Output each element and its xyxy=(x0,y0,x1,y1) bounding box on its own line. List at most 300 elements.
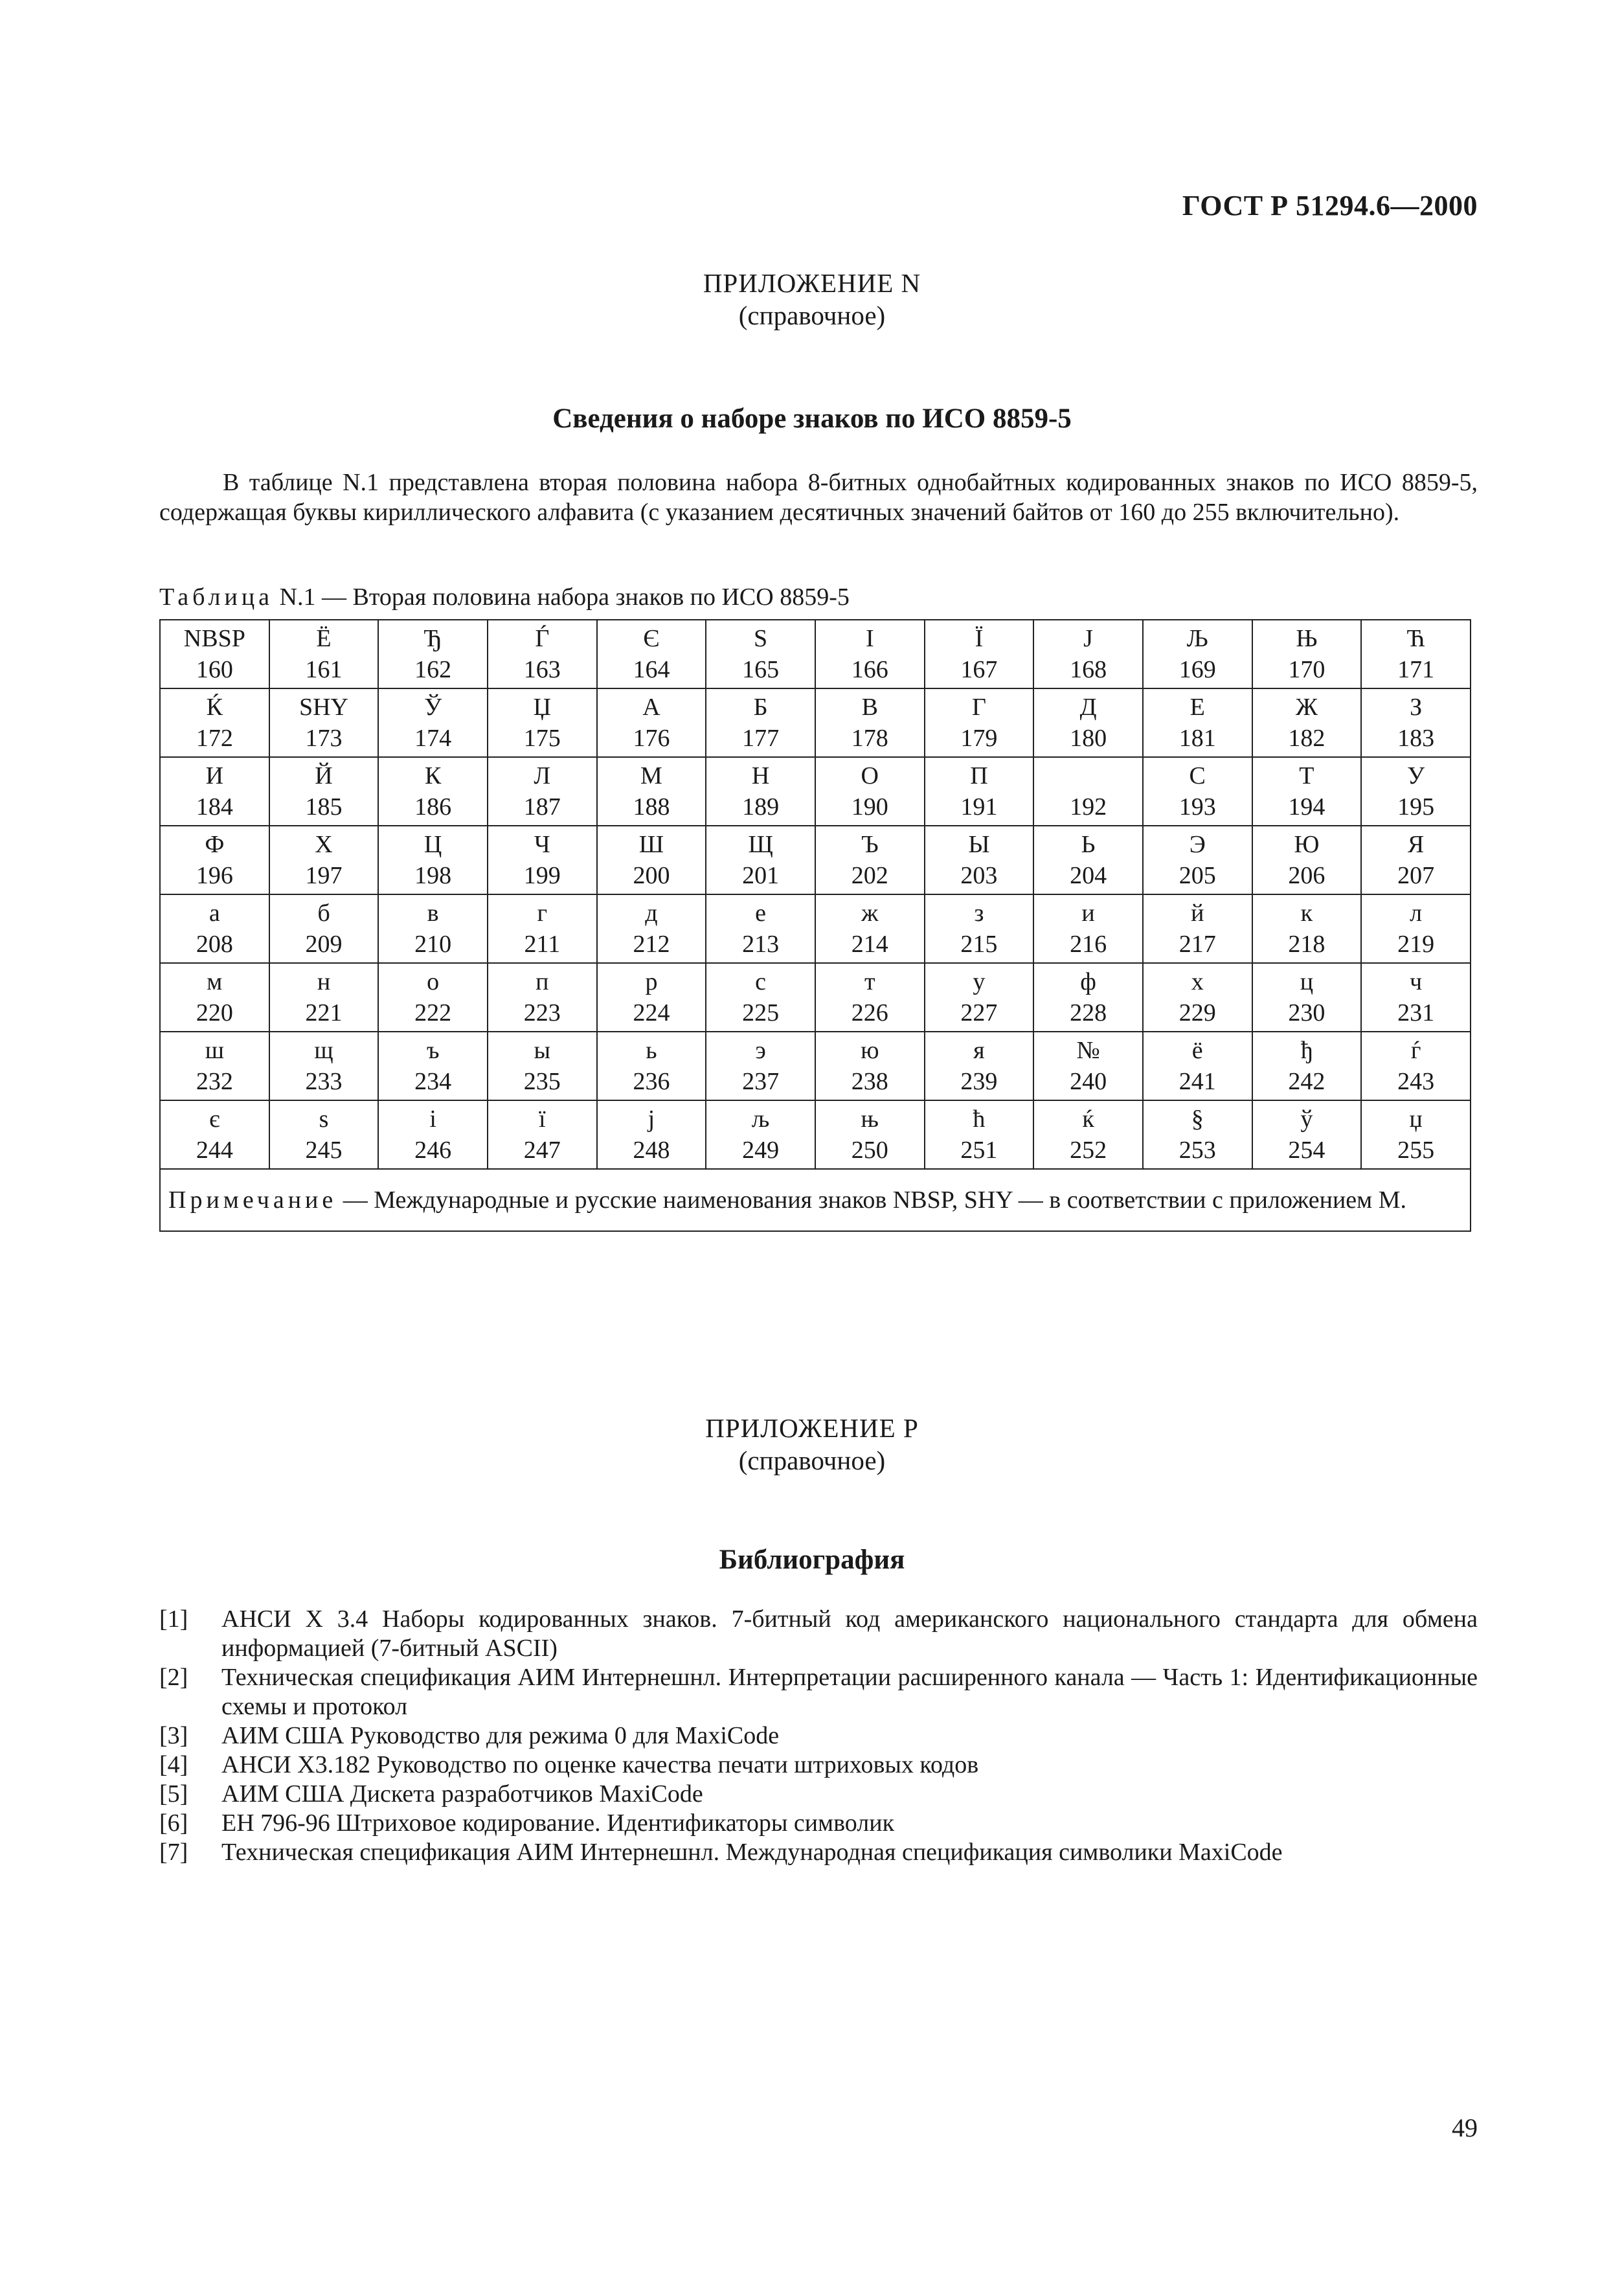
char-code: 197 xyxy=(305,862,343,889)
char-glyph: т xyxy=(864,968,875,995)
table-note-row xyxy=(160,1169,1471,1231)
char-glyph: ѓ xyxy=(1410,1037,1421,1064)
char-code: 209 xyxy=(305,931,343,958)
char-code: 222 xyxy=(414,999,452,1026)
char-cell xyxy=(597,757,706,826)
char-code: 166 xyxy=(851,656,888,683)
char-code: 201 xyxy=(742,862,780,889)
table-caption-word: Таблица xyxy=(159,584,274,611)
table-note-text: — Международные и русские наименования знаков NBSP, SHY — в соответствии с приложением М. xyxy=(337,1186,1407,1214)
char-code: 221 xyxy=(305,999,343,1026)
char-code: 235 xyxy=(523,1068,561,1095)
char-code: 184 xyxy=(196,793,233,821)
char-cell xyxy=(1143,757,1252,826)
char-cell xyxy=(1252,757,1362,826)
char-cell xyxy=(378,1100,488,1169)
char-code: 212 xyxy=(633,931,670,958)
char-glyph: Њ xyxy=(1296,625,1318,652)
char-cell xyxy=(1252,894,1362,963)
char-cell xyxy=(815,688,925,757)
char-glyph: п xyxy=(536,968,549,995)
char-code: 253 xyxy=(1179,1137,1216,1164)
char-cell xyxy=(1252,620,1362,688)
bibliography-text: Техническая спецификация АИМ Интернешнл. Интерпретации расширенного канала — Часть 1: Идентификационные схемы и протокол xyxy=(221,1664,1478,1720)
char-cell xyxy=(925,1100,1034,1169)
char-cell xyxy=(1143,1032,1252,1100)
annex-p-title: ПРИЛОЖЕНИЕ Р xyxy=(705,1413,919,1443)
char-glyph: ц xyxy=(1300,968,1314,995)
bibliography-number: [3] xyxy=(159,1722,188,1749)
char-code: 255 xyxy=(1397,1137,1435,1164)
char-cell xyxy=(488,963,597,1032)
char-cell xyxy=(925,1032,1034,1100)
char-glyph: Ђ xyxy=(423,625,442,652)
char-cell xyxy=(1033,826,1143,894)
char-code: 177 xyxy=(742,725,780,752)
list-item xyxy=(159,1605,1478,1663)
char-code: 195 xyxy=(1397,793,1435,821)
char-code: 162 xyxy=(414,656,452,683)
char-cell xyxy=(378,757,488,826)
char-cell xyxy=(815,963,925,1032)
annex-p-header xyxy=(0,1412,1624,1477)
char-glyph: њ xyxy=(861,1105,879,1133)
bibliography-list xyxy=(159,1605,1478,1867)
char-code: 254 xyxy=(1288,1137,1325,1164)
char-glyph: Я xyxy=(1407,831,1425,858)
char-code: 191 xyxy=(960,793,998,821)
char-glyph: Г xyxy=(971,694,986,721)
char-cell xyxy=(597,826,706,894)
char-cell xyxy=(706,688,815,757)
char-cell xyxy=(488,1032,597,1100)
char-cell xyxy=(1361,826,1471,894)
char-glyph: м xyxy=(207,968,223,995)
char-glyph: в xyxy=(427,900,439,927)
char-cell xyxy=(269,1032,379,1100)
char-code: 208 xyxy=(196,931,233,958)
char-glyph: Л xyxy=(534,762,551,789)
char-cell xyxy=(378,620,488,688)
char-cell xyxy=(1143,620,1252,688)
char-glyph: И xyxy=(205,762,224,789)
char-glyph: К xyxy=(424,762,442,789)
char-code: 206 xyxy=(1288,862,1325,889)
char-code: 179 xyxy=(960,725,998,752)
char-glyph: Т xyxy=(1299,762,1314,789)
char-code: 250 xyxy=(851,1137,888,1164)
char-cell xyxy=(1033,620,1143,688)
annex-n-heading: Сведения о наборе знаков по ИСО 8859-5 xyxy=(552,403,1072,434)
char-code: 175 xyxy=(523,725,561,752)
char-glyph: џ xyxy=(1409,1105,1423,1133)
char-code: 241 xyxy=(1179,1068,1216,1095)
char-code: 165 xyxy=(742,656,780,683)
char-glyph: § xyxy=(1191,1105,1204,1133)
char-code: 160 xyxy=(196,656,233,683)
table-row xyxy=(160,1100,1471,1169)
char-code: 163 xyxy=(523,656,561,683)
char-code: 219 xyxy=(1397,931,1435,958)
char-cell xyxy=(1361,894,1471,963)
char-code: 232 xyxy=(196,1068,233,1095)
char-cell xyxy=(1033,1032,1143,1100)
char-cell xyxy=(1361,1032,1471,1100)
char-glyph: Е xyxy=(1190,694,1205,721)
char-code: 173 xyxy=(305,725,343,752)
char-glyph: З xyxy=(1410,694,1423,721)
char-code: 169 xyxy=(1179,656,1216,683)
char-cell xyxy=(160,757,269,826)
char-glyph: з xyxy=(974,900,984,927)
char-glyph: SHY xyxy=(299,694,348,721)
char-code: 242 xyxy=(1288,1068,1325,1095)
char-code: 199 xyxy=(523,862,561,889)
char-glyph: Ъ xyxy=(861,831,879,858)
char-glyph: і xyxy=(429,1105,436,1133)
char-cell xyxy=(597,1100,706,1169)
char-glyph: Б xyxy=(753,694,768,721)
char-code: 168 xyxy=(1070,656,1107,683)
char-glyph: Х xyxy=(315,831,333,858)
char-code: 176 xyxy=(633,725,670,752)
char-code: 180 xyxy=(1070,725,1107,752)
char-code: 174 xyxy=(414,725,452,752)
char-cell xyxy=(815,757,925,826)
char-code: 185 xyxy=(305,793,343,821)
char-cell xyxy=(269,894,379,963)
char-code: 189 xyxy=(742,793,780,821)
char-glyph: а xyxy=(209,900,220,927)
char-cell xyxy=(706,1032,815,1100)
bibliography-text: АНСИ Х3.182 Руководство по оценке качества печати штриховых кодов xyxy=(221,1751,979,1778)
table-row xyxy=(160,688,1471,757)
char-cell xyxy=(815,1100,925,1169)
char-cell xyxy=(1143,688,1252,757)
char-code: 233 xyxy=(305,1068,343,1095)
char-glyph: я xyxy=(973,1037,985,1064)
char-code: 207 xyxy=(1397,862,1435,889)
char-code: 190 xyxy=(851,793,888,821)
bibliography-number: [4] xyxy=(159,1751,188,1778)
char-glyph: Ї xyxy=(975,625,984,652)
char-glyph: П xyxy=(970,762,988,789)
char-cell xyxy=(160,1100,269,1169)
char-glyph: Ж xyxy=(1295,694,1318,721)
char-glyph: ш xyxy=(205,1037,224,1064)
char-code: 225 xyxy=(742,999,780,1026)
table-note xyxy=(160,1169,1471,1231)
char-glyph: н xyxy=(317,968,331,995)
bibliography-number: [7] xyxy=(159,1839,188,1866)
char-glyph: е xyxy=(755,900,767,927)
char-code: 194 xyxy=(1288,793,1325,821)
char-glyph: № xyxy=(1076,1037,1100,1064)
char-cell xyxy=(1033,894,1143,963)
char-cell xyxy=(269,620,379,688)
char-cell xyxy=(706,1100,815,1169)
char-code: 192 xyxy=(1070,793,1107,821)
table-row xyxy=(160,1032,1471,1100)
char-cell xyxy=(597,1032,706,1100)
char-cell xyxy=(378,894,488,963)
char-glyph: к xyxy=(1300,900,1313,927)
char-cell xyxy=(269,826,379,894)
table-caption-text: N.1 — Вторая половина набора знаков по ИСО 8859-5 xyxy=(279,584,850,611)
char-cell xyxy=(1033,1100,1143,1169)
char-glyph: ф xyxy=(1080,968,1096,995)
table-row xyxy=(160,894,1471,963)
char-cell xyxy=(1361,1100,1471,1169)
char-code: 164 xyxy=(633,656,670,683)
char-cell xyxy=(1143,826,1252,894)
char-code: 218 xyxy=(1288,931,1325,958)
char-cell xyxy=(488,688,597,757)
char-glyph: Ь xyxy=(1081,831,1096,858)
char-glyph: ј xyxy=(648,1105,655,1133)
char-glyph: ч xyxy=(1410,968,1423,995)
char-glyph: Ш xyxy=(638,831,664,858)
char-cell xyxy=(706,757,815,826)
char-glyph: г xyxy=(537,900,548,927)
bibliography-heading: Библиография xyxy=(719,1545,905,1575)
char-code: 236 xyxy=(633,1068,670,1095)
char-glyph: Ю xyxy=(1294,831,1320,858)
char-glyph: О xyxy=(861,762,879,789)
char-code: 230 xyxy=(1288,999,1325,1026)
char-cell xyxy=(269,963,379,1032)
char-code: 167 xyxy=(960,656,998,683)
char-code: 205 xyxy=(1179,862,1216,889)
char-cell xyxy=(597,894,706,963)
char-code: 203 xyxy=(960,862,998,889)
char-cell xyxy=(815,620,925,688)
bibliography-number: [1] xyxy=(159,1605,188,1633)
char-glyph: ї xyxy=(539,1105,546,1133)
char-cell xyxy=(269,688,379,757)
char-glyph: х xyxy=(1191,968,1204,995)
char-cell xyxy=(815,1032,925,1100)
char-glyph: и xyxy=(1081,900,1095,927)
char-glyph: Ц xyxy=(423,831,442,858)
char-glyph: л xyxy=(1410,900,1423,927)
char-glyph: У xyxy=(1407,762,1425,789)
char-glyph: Д xyxy=(1079,694,1097,721)
char-cell xyxy=(925,826,1034,894)
annex-n-title: ПРИЛОЖЕНИЕ N xyxy=(703,268,921,298)
char-cell xyxy=(1143,1100,1252,1169)
bibliography-number: [6] xyxy=(159,1809,188,1837)
char-code: 252 xyxy=(1070,1137,1107,1164)
char-code: 243 xyxy=(1397,1068,1435,1095)
char-cell xyxy=(488,1100,597,1169)
annex-n-header xyxy=(0,267,1624,332)
char-cell xyxy=(1033,963,1143,1032)
char-cell xyxy=(925,688,1034,757)
bibliography-text: АИМ США Дискета разработчиков MaxiCode xyxy=(221,1780,703,1808)
char-glyph: Ѕ xyxy=(754,625,768,652)
list-item xyxy=(159,1838,1478,1867)
char-cell xyxy=(160,826,269,894)
bibliography-text: АНСИ Х 3.4 Наборы кодированных знаков. 7-битный код американского национального стандарта для обмена информацией (7-битный ASCII) xyxy=(221,1605,1478,1662)
list-item xyxy=(159,1663,1478,1721)
char-cell xyxy=(815,894,925,963)
char-glyph: Џ xyxy=(533,694,552,721)
char-cell xyxy=(378,963,488,1032)
table-row xyxy=(160,963,1471,1032)
char-code: 213 xyxy=(742,931,780,958)
char-glyph: Ў xyxy=(424,694,442,721)
bibliography-number: [2] xyxy=(159,1664,188,1691)
char-cell xyxy=(160,1032,269,1100)
char-cell xyxy=(1361,963,1471,1032)
annex-n-subtitle: (справочное) xyxy=(738,300,886,330)
char-cell xyxy=(160,688,269,757)
char-cell xyxy=(1252,963,1362,1032)
char-cell xyxy=(815,826,925,894)
char-glyph: э xyxy=(755,1037,766,1064)
char-code: 224 xyxy=(633,999,670,1026)
char-code: 183 xyxy=(1397,725,1435,752)
char-code: 182 xyxy=(1288,725,1325,752)
char-glyph: Ё xyxy=(316,625,332,652)
char-code: 181 xyxy=(1179,725,1216,752)
char-cell xyxy=(1252,1032,1362,1100)
char-cell xyxy=(1361,688,1471,757)
char-glyph: Н xyxy=(751,762,770,789)
char-cell xyxy=(1252,688,1362,757)
char-glyph: Є xyxy=(643,625,660,652)
char-glyph: А xyxy=(642,694,660,721)
char-cell xyxy=(488,826,597,894)
char-cell xyxy=(925,894,1034,963)
char-code: 216 xyxy=(1070,931,1107,958)
char-glyph: ћ xyxy=(973,1105,986,1133)
char-glyph: с xyxy=(755,968,767,995)
bibliography-text: Техническая спецификация АИМ Интернешнл. Международная спецификация символики MaxiCode xyxy=(221,1839,1283,1866)
list-item xyxy=(159,1780,1478,1809)
char-cell xyxy=(160,894,269,963)
char-glyph: Ј xyxy=(1083,625,1093,652)
char-cell xyxy=(1361,757,1471,826)
char-cell xyxy=(160,620,269,688)
char-code: 214 xyxy=(851,931,888,958)
char-glyph: І xyxy=(865,625,874,652)
char-code: 193 xyxy=(1179,793,1216,821)
char-code: 171 xyxy=(1397,656,1435,683)
annex-p-subtitle: (справочное) xyxy=(738,1446,886,1475)
char-code: 239 xyxy=(960,1068,998,1095)
char-cell xyxy=(160,963,269,1032)
char-code: 215 xyxy=(960,931,998,958)
table-note-word: Примечание xyxy=(168,1186,337,1214)
document-id: ГОСТ Р 51294.6—2000 xyxy=(1182,190,1478,221)
char-code: 210 xyxy=(414,931,452,958)
char-glyph: о xyxy=(427,968,440,995)
char-code: 238 xyxy=(851,1068,888,1095)
char-code: 204 xyxy=(1070,862,1107,889)
char-code: 211 xyxy=(524,931,561,958)
table-row xyxy=(160,826,1471,894)
char-glyph: Ќ xyxy=(206,694,223,721)
char-code: 244 xyxy=(196,1137,233,1164)
char-glyph: б xyxy=(317,900,330,927)
intro-paragraph: В таблице N.1 представлена вторая половина набора 8-битных однобайтных кодированных знаков по ИСО 8859-5, содержащая буквы кириллического алфавита (с указанием десятичных значений байтов от 160 до 255 включительно). xyxy=(159,469,1478,526)
char-code: 161 xyxy=(305,656,343,683)
char-code: 251 xyxy=(960,1137,998,1164)
char-cell xyxy=(378,1032,488,1100)
page-number: 49 xyxy=(1452,2113,1478,2142)
bibliography-text: АИМ США Руководство для режима 0 для MaxiCode xyxy=(221,1722,780,1749)
char-glyph: ў xyxy=(1300,1105,1313,1133)
char-code: 217 xyxy=(1179,931,1216,958)
char-cell xyxy=(1143,963,1252,1032)
char-cell xyxy=(1361,620,1471,688)
list-item xyxy=(159,1721,1478,1751)
char-cell xyxy=(597,688,706,757)
list-item xyxy=(159,1809,1478,1838)
char-cell xyxy=(706,894,815,963)
char-code: 240 xyxy=(1070,1068,1107,1095)
char-glyph: й xyxy=(1191,900,1204,927)
char-cell xyxy=(378,826,488,894)
char-glyph: ъ xyxy=(426,1037,440,1064)
char-code: 226 xyxy=(851,999,888,1026)
char-code: 246 xyxy=(414,1137,452,1164)
list-item xyxy=(159,1751,1478,1780)
char-cell xyxy=(269,757,379,826)
table-row xyxy=(160,757,1471,826)
char-cell xyxy=(488,894,597,963)
char-code: 231 xyxy=(1397,999,1435,1026)
char-cell xyxy=(1033,688,1143,757)
char-glyph: є xyxy=(209,1105,220,1133)
char-code: 196 xyxy=(196,862,233,889)
char-code: 227 xyxy=(960,999,998,1026)
char-glyph: щ xyxy=(314,1037,333,1064)
char-code: 229 xyxy=(1179,999,1216,1026)
char-cell xyxy=(597,620,706,688)
char-code: 188 xyxy=(633,793,670,821)
char-glyph: у xyxy=(973,968,986,995)
char-cell xyxy=(378,688,488,757)
char-glyph: Э xyxy=(1189,831,1206,858)
char-glyph: д xyxy=(645,900,658,927)
char-code: 200 xyxy=(633,862,670,889)
char-cell xyxy=(706,826,815,894)
bibliography-text: ЕН 796-96 Штриховое кодирование. Идентификаторы символик xyxy=(221,1809,895,1837)
char-cell xyxy=(1252,826,1362,894)
char-glyph: Щ xyxy=(748,831,773,858)
char-glyph: В xyxy=(861,694,878,721)
char-cell xyxy=(488,620,597,688)
char-glyph xyxy=(1034,760,1142,791)
char-glyph: ж xyxy=(861,900,879,927)
char-glyph: ю xyxy=(861,1037,879,1064)
char-code: 228 xyxy=(1070,999,1107,1026)
char-code: 249 xyxy=(742,1137,780,1164)
char-code: 172 xyxy=(196,725,233,752)
char-code: 234 xyxy=(414,1068,452,1095)
char-code: 187 xyxy=(523,793,561,821)
char-code: 198 xyxy=(414,862,452,889)
table-caption xyxy=(159,583,850,611)
char-glyph: ь xyxy=(646,1037,657,1064)
char-glyph: С xyxy=(1189,762,1206,789)
char-cell xyxy=(488,757,597,826)
char-glyph: љ xyxy=(751,1105,770,1133)
char-cell xyxy=(1252,1100,1362,1169)
